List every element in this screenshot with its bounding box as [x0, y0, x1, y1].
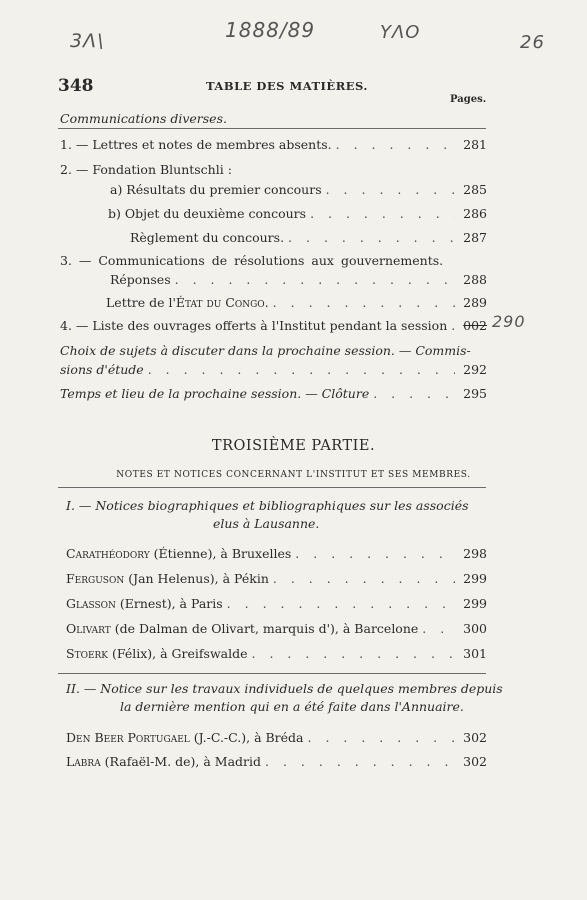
member-entry — [66, 729, 487, 747]
part-subtitle: NOTES ET NOTICES CONCERNANT L'INSTITUT ET SES MEMBRES. — [116, 470, 471, 480]
handwritten-page-correction: 290 — [492, 312, 526, 331]
member-entry-page: 299 — [463, 596, 487, 611]
page-header — [58, 76, 488, 98]
divider — [58, 487, 486, 488]
toc-entry — [110, 271, 487, 289]
leader-dots — [227, 595, 455, 613]
handwritten-note-date: 1888/89 — [225, 18, 316, 42]
toc-entry — [60, 385, 487, 403]
member-entry-label — [66, 753, 261, 771]
member-details: (Ernest), à Paris — [115, 596, 223, 611]
toc-entry-page: 295 — [463, 386, 487, 401]
toc-entry-page: 281 — [463, 137, 487, 152]
member-name: Labra — [66, 754, 101, 769]
member-entry-page: 300 — [463, 621, 487, 636]
member-entry — [66, 595, 487, 613]
member-name: Olivart — [66, 621, 111, 636]
member-entry-label — [66, 645, 248, 663]
toc-entry-label: Réponses — [110, 272, 171, 287]
leader-dots — [295, 545, 455, 563]
toc-entry — [60, 317, 487, 335]
member-entry-label — [66, 620, 418, 638]
section-heading-communications: Communications diverses. — [60, 111, 227, 126]
toc-entry-page-struck: 002 — [463, 318, 487, 333]
leader-dots — [451, 317, 455, 335]
member-details: (J.-C.-C.), à Bréda — [189, 730, 304, 745]
leader-dots — [288, 229, 455, 247]
divider — [58, 673, 486, 674]
leader-dots — [273, 570, 455, 588]
toc-entry-page: 288 — [463, 272, 487, 287]
handwritten-note-middle: ΥΛΟ — [380, 22, 421, 43]
member-entry-label — [66, 570, 269, 588]
toc-entry-label: 2. — Fondation Bluntschli : — [60, 162, 232, 177]
leader-dots — [175, 271, 455, 289]
divider — [58, 128, 486, 129]
pages-column-label: Pages. — [450, 94, 487, 105]
page-number: 348 — [58, 76, 94, 96]
toc-entry-label: Temps et lieu de la prochaine session. — Clôture — [60, 386, 370, 401]
toc-entry — [110, 181, 487, 199]
toc-entry — [108, 205, 487, 223]
toc-entry-label: sions d'étude — [60, 362, 144, 377]
handwritten-note-left: 3Λ\ — [70, 30, 105, 52]
member-entry-page: 299 — [463, 571, 487, 586]
toc-entry — [106, 294, 487, 312]
running-title: TABLE DES MATIÈRES. — [206, 79, 368, 93]
toc-entry-page: 292 — [463, 362, 487, 377]
toc-entry-label: b) Objet du deuxième concours — [108, 206, 307, 221]
member-name: Ferguson — [66, 571, 125, 586]
toc-entry-page: 289 — [463, 295, 487, 310]
toc-entry — [60, 361, 487, 379]
leader-dots — [336, 136, 455, 154]
leader-dots — [252, 645, 456, 663]
member-entry — [66, 620, 487, 638]
member-name: Carathéodory — [66, 546, 150, 561]
member-entry-page: 302 — [463, 754, 487, 769]
handwritten-note-right: 26 — [520, 32, 545, 53]
toc-entry-page: 285 — [463, 182, 487, 197]
member-entry — [66, 753, 487, 771]
toc-entry — [130, 229, 487, 247]
toc-entry-label: Choix de sujets à discuter dans la prochaine session. — Commis- — [60, 343, 471, 358]
member-entry-page: 298 — [463, 546, 487, 561]
notice-heading-line: elus à Lausanne. — [213, 516, 320, 531]
leader-dots — [148, 361, 455, 379]
member-name: Den Beer Portugael — [66, 730, 190, 745]
member-entry-page: 302 — [463, 730, 487, 745]
leader-dots — [308, 729, 455, 747]
notice-heading-line: I. — Notices biographiques et bibliographiques sur les associés — [66, 498, 469, 513]
member-entry — [66, 570, 487, 588]
leader-dots — [422, 620, 455, 638]
member-entry-page: 301 — [463, 646, 487, 661]
member-details: (de Dalman de Olivart, marquis d'), à Barcelone — [110, 621, 419, 636]
member-name: Glasson — [66, 596, 116, 611]
member-entry-label — [66, 545, 291, 563]
toc-entry-label: 3. — Communications de résolutions aux gouvernements. — [60, 253, 444, 268]
member-entry-label — [66, 729, 304, 747]
member-details: (Jan Helenus), à Pékin — [124, 571, 269, 586]
toc-entry-label: a) Résultats du premier concours — [110, 182, 322, 197]
toc-entry-label: 4. — Liste des ouvrages offerts à l'Institut pendant la session — [60, 318, 448, 333]
toc-entry-page: 286 — [463, 206, 487, 221]
member-details: (Étienne), à Bruxelles — [149, 546, 292, 561]
toc-entry — [60, 136, 487, 154]
leader-dots — [310, 205, 455, 223]
leader-dots — [326, 181, 455, 199]
toc-entry-page: 287 — [463, 230, 487, 245]
member-details: (Rafaël-M. de), à Madrid — [100, 754, 262, 769]
member-details: (Félix), à Greifswalde — [108, 646, 248, 661]
member-entry-label — [66, 595, 223, 613]
leader-dots — [373, 385, 455, 403]
state-name: État du Congo — [175, 295, 265, 310]
member-name: Stoerk — [66, 646, 109, 661]
toc-entry-label: Règlement du concours. — [130, 230, 285, 245]
toc-entry-label: 1. — Lettres et notes de membres absents. — [60, 137, 332, 152]
notice-heading-line: II. — Notice sur les travaux individuels de quelques membres depuis — [66, 681, 503, 696]
leader-dots — [273, 294, 455, 312]
leader-dots — [265, 753, 455, 771]
member-entry — [66, 545, 487, 563]
notice-heading-line: la dernière mention qui en a été faite dans l'Annuaire. — [120, 699, 464, 714]
member-entry — [66, 645, 487, 663]
toc-entry-label: Lettre de l'État du Congo. — [106, 295, 269, 310]
part-title: TROISIÈME PARTIE. — [211, 438, 376, 454]
